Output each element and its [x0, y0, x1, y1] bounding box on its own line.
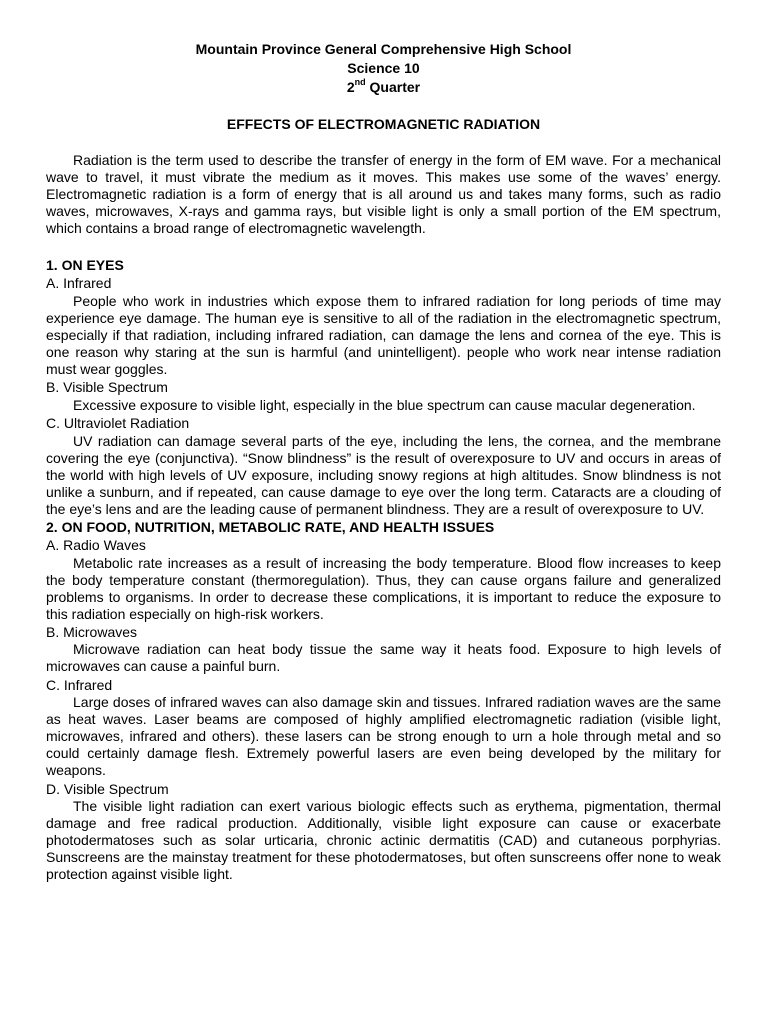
document-page: [46, 40, 721, 884]
subsection-text-infrared: People who work in industries which expose them to infrared radiation for long periods of time may experience eye damage. The human eye is sensitive to all of the radiation in the electromagnetic spectrum, especially if that radiation, including infrared radiation, can damage the lens and cornea of the eye. This is one reason why staring at the sun is harmful (and unintelligent). people who work near intense radiation must wear goggles.: [46, 292, 721, 378]
quarter-label: [46, 78, 721, 97]
subsection-text-visible-spectrum: Excessive exposure to visible light, especially in the blue spectrum can cause macular degeneration.: [73, 396, 696, 413]
quarter-number: 2: [346, 79, 355, 95]
quarter-suffix: nd: [354, 77, 366, 88]
subsection-heading-visible-spectrum: B. Visible Spectrum: [46, 379, 168, 396]
document-header: [46, 40, 721, 97]
subsection-heading-infrared: A. Infrared: [46, 275, 112, 292]
subsection-text-microwaves: Microwave radiation can heat body tissue the same way it heats food. Exposure to high levels of microwaves can cause a painful burn.: [46, 641, 721, 675]
subsection-heading-visible-spectrum-2: D. Visible Spectrum: [46, 780, 169, 797]
subsection-text-radio-waves: Metabolic rate increases as a result of increasing the body temperature. Blood flow increases to keep the body temperature constant (thermoregulation). Thus, they can cause organs failure and generalized problems to organisms. In order to decrease these complications, it is important to reduce the exposure to this radiation especially on high-risk workers.: [46, 554, 721, 622]
subsection-heading-infrared-2: C. Infrared: [46, 676, 113, 693]
section-heading-eyes: 1. ON EYES: [46, 257, 124, 274]
quarter-word: Quarter: [369, 79, 421, 95]
subject-name: Science 10: [347, 60, 420, 76]
intro-paragraph: Radiation is the term used to describe the transfer of energy in the form of EM wave. For a mechanical wave to travel, it must vibrate the medium as it moves. This makes use some of the waves’ energy. Electromagnetic radiation is a form of energy that is all around us and takes many forms, such as radio waves, microwaves, X-rays and gamma rays, but visible light is only a small portion of the EM spectrum, which contains a broad range of electromagnetic wavelength.: [46, 152, 721, 237]
subsection-heading-microwaves: B. Microwaves: [46, 623, 138, 640]
subsection-text-infrared-2: Large doses of infrared waves can also damage skin and tissues. Infrared radiation waves are the same as heat waves. Laser beams are composed of highly amplified electromagnetic radiation (visible light, microwaves, infrared and others). these lasers can be strong enough to urn a hole through metal and so could certainly damage flesh. Extremely powerful lasers are even being developed by the military for weapons.: [46, 694, 721, 779]
document-title: EFFECTS OF ELECTROMAGNETIC RADIATION: [226, 116, 541, 132]
section-heading-food-nutrition: 2. ON FOOD, NUTRITION, METABOLIC RATE, AND HEALTH ISSUES: [46, 519, 495, 535]
subsection-text-visible-spectrum-2: The visible light radiation can exert various biologic effects such as erythema, pigmentation, thermal damage and free radical production. Additionally, visible light exposure can cause or exacerbate photodermatoses such as solar urticaria, chronic actinic dermatitis (CAD) and cutaneous porphyrias. Sunscreens are the mainstay treatment for these photodermatoses, but often sunscreens offer none to weak protection against visible light.: [46, 798, 721, 883]
subsection-heading-radio-waves: A. Radio Waves: [46, 537, 146, 553]
school-name: Mountain Province General Comprehensive High School: [195, 41, 572, 57]
subsection-heading-ultraviolet: C. Ultraviolet Radiation: [46, 415, 190, 432]
subsection-text-ultraviolet: UV radiation can damage several parts of the eye, including the lens, the cornea, and the membrane covering the eye (conjunctiva). “Snow blindness” is the result of overexposure to UV and occurs in areas of the world with high levels of UV exposure, including snowy regions at high altitudes. Snow blindness is not unlike a sunburn, and if repeated, can cause damage to eye over the long term. Cataracts are a clouding of the eye’s lens and are the leading cause of permanent blindness. They are a result of overexposure to UV.: [46, 432, 721, 517]
